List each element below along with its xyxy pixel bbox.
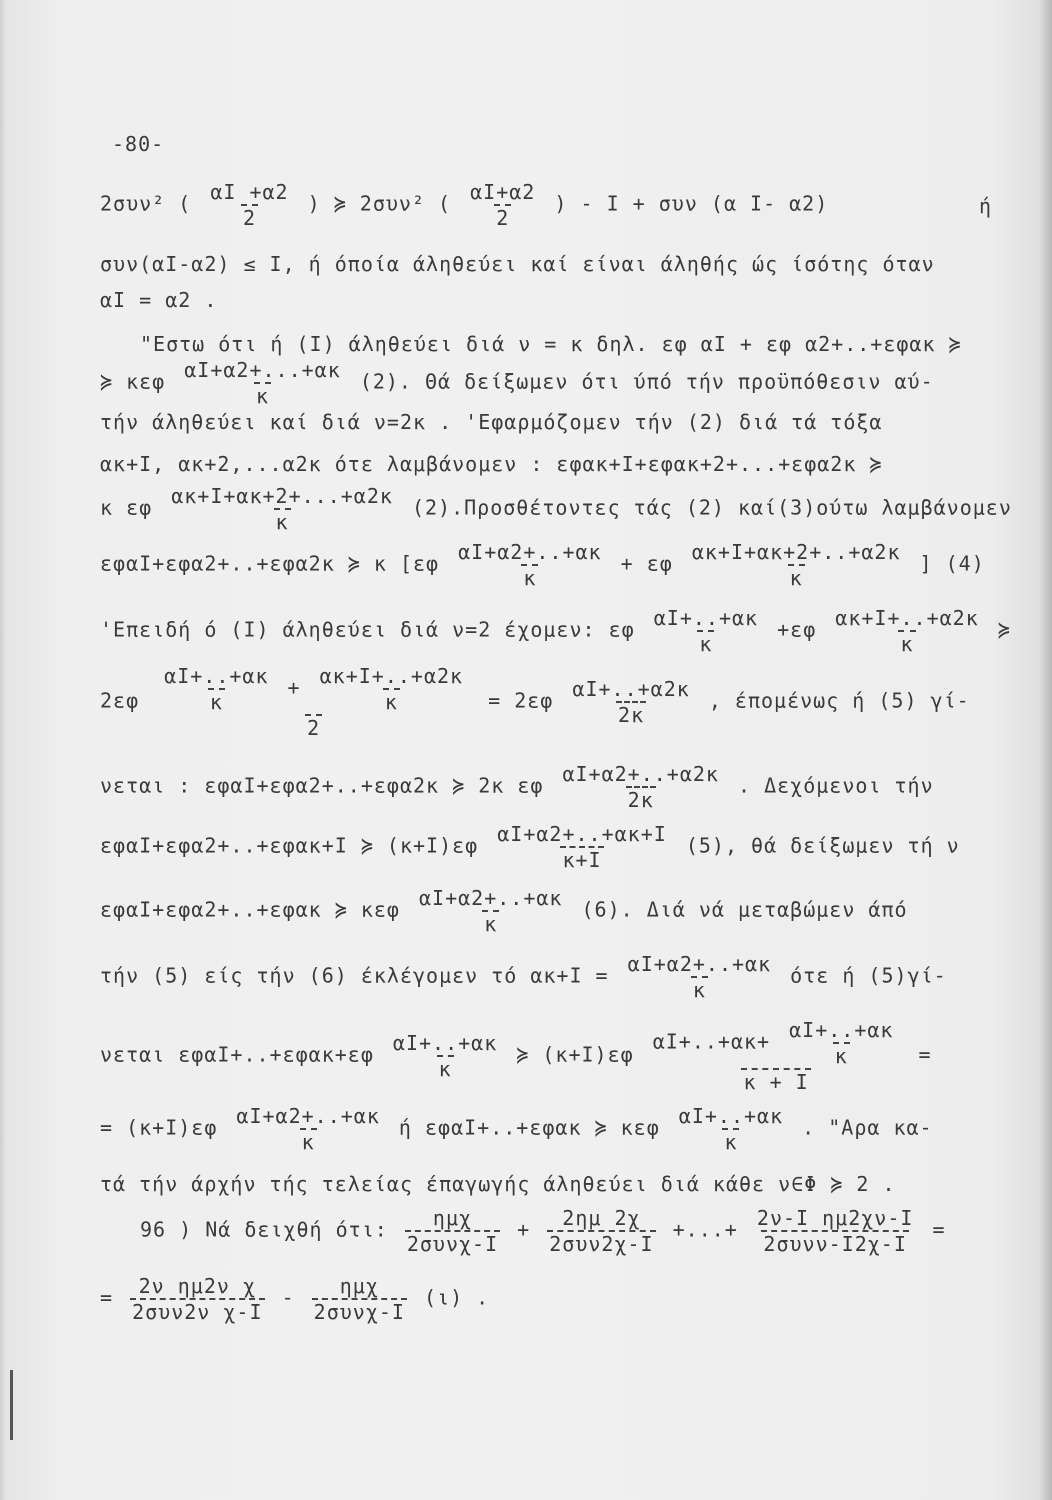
text: +εφ <box>777 617 817 642</box>
denominator: 2 <box>307 716 321 740</box>
text: + <box>517 1217 531 1242</box>
numerator: αI+α2 <box>470 180 536 204</box>
text: (2). Θά δείξωμεν ότι ύπό τήν προϋπόθεσιν αύ- <box>359 369 934 394</box>
equation-line-1 <box>100 180 992 230</box>
text: ) - I + συν (α I- α2) <box>554 191 829 216</box>
text: . "Αρα κα- <box>802 1115 933 1140</box>
text: ] (4) <box>919 551 985 576</box>
denominator: 2συν2χ-I <box>549 1232 654 1256</box>
numerator <box>651 1018 902 1068</box>
text: +...+ <box>672 1217 738 1242</box>
fraction <box>182 358 343 408</box>
text: νεται εφαI+..+εφακ+εφ <box>100 1042 374 1067</box>
fraction <box>208 180 290 230</box>
fraction <box>690 540 903 590</box>
fraction <box>495 822 669 872</box>
text: . Δεχόμενοι τήν <box>738 773 934 798</box>
text: ≽ <box>997 617 1011 642</box>
fraction <box>169 484 395 534</box>
text: = 2εφ <box>488 688 554 713</box>
page-right-edge <box>1038 0 1052 1500</box>
equation-line-10 <box>100 606 1011 656</box>
equation-line-8 <box>100 484 1012 534</box>
equation-line-16 <box>100 1018 992 1094</box>
fraction <box>234 1104 381 1154</box>
denominator: κ <box>438 1057 452 1081</box>
text: ≽ κεφ <box>100 369 166 394</box>
numerator: αI+..+ακ <box>392 1031 498 1055</box>
fraction <box>560 762 721 812</box>
denominator: 2συνχ-I <box>313 1300 405 1324</box>
denominator: κ <box>484 912 498 936</box>
fraction <box>547 1206 655 1256</box>
denominator: κ + I <box>743 1070 809 1094</box>
equation-line-5 <box>100 358 992 408</box>
text: ότε ή (5)γί- <box>790 963 947 988</box>
page-number: -80- <box>112 132 165 156</box>
denominator: κ <box>384 690 398 714</box>
numerator: 2ν ημ2ν χ <box>138 1274 256 1298</box>
equation-line-19 <box>140 1206 992 1256</box>
fraction <box>677 1104 785 1154</box>
numerator: αI+α2+..+α2κ <box>562 762 719 786</box>
denominator: 2κ <box>627 788 654 812</box>
numerator: αI+α2+..+ακ <box>458 540 602 564</box>
text: + εφ <box>620 551 673 576</box>
numerator: ακ+I+ακ+2+...+α2κ <box>171 484 393 508</box>
numerator: αI +α2 <box>210 180 289 204</box>
text: 2συν² ( <box>100 191 192 216</box>
numerator: αI+..+ακ <box>653 606 759 630</box>
text: νεται : εφαI+εφα2+..+εφα2κ ≽ 2κ εφ <box>100 773 544 798</box>
text-line-3: αI = α2 . <box>100 288 218 312</box>
text-line-7: ακ+I, ακ+2,...α2κ ότε λαμβάνομεν : εφακ+I+εφακ+2+...+εφα2κ ≽ <box>100 452 883 476</box>
text: ) ≽ 2συν² ( <box>307 191 452 216</box>
denominator: κ <box>834 1044 848 1068</box>
numerator: ακ+I+..+α2κ <box>835 606 979 630</box>
text: (5), θά δείξωμεν τή ν <box>685 833 960 858</box>
denominator: κ+I <box>562 848 602 872</box>
equation-line-13 <box>100 822 992 872</box>
numerator: αI+..+ακ <box>164 664 269 688</box>
fraction <box>312 1274 407 1324</box>
page-left-edge <box>0 0 6 1500</box>
fraction <box>130 1274 264 1324</box>
text: 96 ) Νά δειχθή ότι: <box>140 1217 388 1242</box>
denominator: κ <box>692 978 706 1002</box>
denominator: κ <box>255 384 270 408</box>
text: 'Επειδή ό (I) άληθεύει διά ν=2 έχομεν: εφ <box>100 617 635 642</box>
fraction <box>570 677 691 727</box>
fraction <box>162 664 270 714</box>
numerator: 2ημ 2χ <box>562 1206 641 1230</box>
denominator: κ <box>789 566 803 590</box>
text: 2εφ <box>100 688 140 713</box>
text: αI+..+ακ+ <box>652 1029 771 1054</box>
text: εφαI+εφα2+..+εφα2κ ≽ κ [εφ <box>100 551 440 576</box>
denominator: κ <box>900 632 914 656</box>
fraction <box>651 1018 902 1094</box>
text-line-6: τήν άληθεύει καί διά ν=2κ . 'Εφαρμόζομεν τήν (2) διά τά τόξα <box>100 410 883 434</box>
fraction <box>391 1031 499 1081</box>
numerator: αI+α2+..+ακ <box>419 886 563 910</box>
text: (ι) . <box>424 1285 490 1310</box>
fraction <box>652 606 760 656</box>
text: ≽ (κ+I)εφ <box>516 1042 634 1067</box>
numerator: ακ+I+..+α2κ <box>319 664 464 688</box>
text: = <box>100 1285 114 1310</box>
equation-line-9 <box>100 540 992 590</box>
text: (6). Διά νά μεταβώμεν άπό <box>581 897 908 922</box>
text-line-18: τά τήν άρχήν τής τελείας έπαγωγής άληθεύει διά κάθε ν∈Φ ≽ 2 . <box>100 1172 896 1196</box>
numerator: αI+..+ακ <box>789 1018 894 1042</box>
numerator: αI+..+ακ <box>678 1104 784 1128</box>
text-line-2: συν(αI-α2) ≤ I, ή όποία άληθεύει καί είναι άληθής ώς ίσότης όταν <box>100 252 935 276</box>
numerator: ημχ <box>339 1274 379 1298</box>
equation-line-20 <box>100 1274 992 1324</box>
text: κ εφ <box>100 495 153 520</box>
denominator: κ <box>275 510 289 534</box>
fraction <box>405 1206 500 1256</box>
binding-mark <box>10 1370 13 1440</box>
text: τήν (5) είς τήν (6) έκλέγομεν τό ακ+I = <box>100 963 609 988</box>
denominator: κ <box>301 1130 315 1154</box>
text: (2).Προσθέτοντες τάς (2) καί(3)ούτω λαμβάνομεν <box>411 495 1012 520</box>
equation-line-14 <box>100 886 992 936</box>
numerator: αI+α2+..+ακ+I <box>497 822 667 846</box>
denominator: 2 <box>496 206 510 230</box>
fraction <box>833 606 980 656</box>
denominator: 2συνχ-I <box>406 1232 499 1256</box>
denominator: κ <box>699 632 713 656</box>
numerator: αI+α2+..+ακ <box>236 1104 380 1128</box>
text-line-4: "Εστω ότι ή (I) άληθεύει διά ν = κ δηλ. εφ αI + εφ α2+..+εφακ ≽ <box>140 332 962 356</box>
text: - <box>281 1285 295 1310</box>
equation-line-15 <box>100 952 992 1002</box>
denominator: 2συνν-I2χ-I <box>763 1232 907 1256</box>
fraction <box>156 664 471 740</box>
text: = (κ+I)εφ <box>100 1115 218 1140</box>
text: ή εφαI+..+εφακ ≽ κεφ <box>398 1115 660 1140</box>
numerator: ημχ <box>432 1206 473 1230</box>
text: = <box>918 1042 932 1067</box>
text: = <box>932 1217 946 1242</box>
numerator: αI+..+α2κ <box>572 677 690 701</box>
denominator: 2συν2ν χ-I <box>132 1300 263 1324</box>
fraction <box>787 1018 895 1068</box>
denominator: 2κ <box>618 703 645 727</box>
numerator: αI+α2+...+ακ <box>184 358 341 382</box>
text: εφαI+εφα2+..+εφακ+I ≽ (κ+I)εφ <box>100 833 479 858</box>
denominator: 2 <box>242 206 256 230</box>
numerator: ακ+I+ακ+2+..+α2κ <box>691 540 901 564</box>
numerator: 2ν-I ημ2χν-I <box>756 1206 914 1230</box>
text: , έπομένως ή (5) γί- <box>708 688 970 713</box>
equation-line-17 <box>100 1104 992 1154</box>
fraction <box>468 180 537 230</box>
numerator: αI+α2+..+ακ <box>627 952 772 976</box>
denominator: κ <box>523 566 537 590</box>
text: + <box>287 675 301 700</box>
fraction <box>417 886 564 936</box>
denominator: κ <box>724 1130 738 1154</box>
numerator <box>156 664 471 714</box>
text: ή <box>978 194 992 218</box>
fraction <box>626 952 773 1002</box>
equation-line-11 <box>100 664 992 740</box>
text: εφαI+εφα2+..+εφακ ≽ κεφ <box>100 897 400 922</box>
denominator: κ <box>209 690 223 714</box>
equation-line-12 <box>100 762 992 812</box>
fraction <box>755 1206 916 1256</box>
fraction <box>456 540 603 590</box>
fraction <box>318 664 465 714</box>
